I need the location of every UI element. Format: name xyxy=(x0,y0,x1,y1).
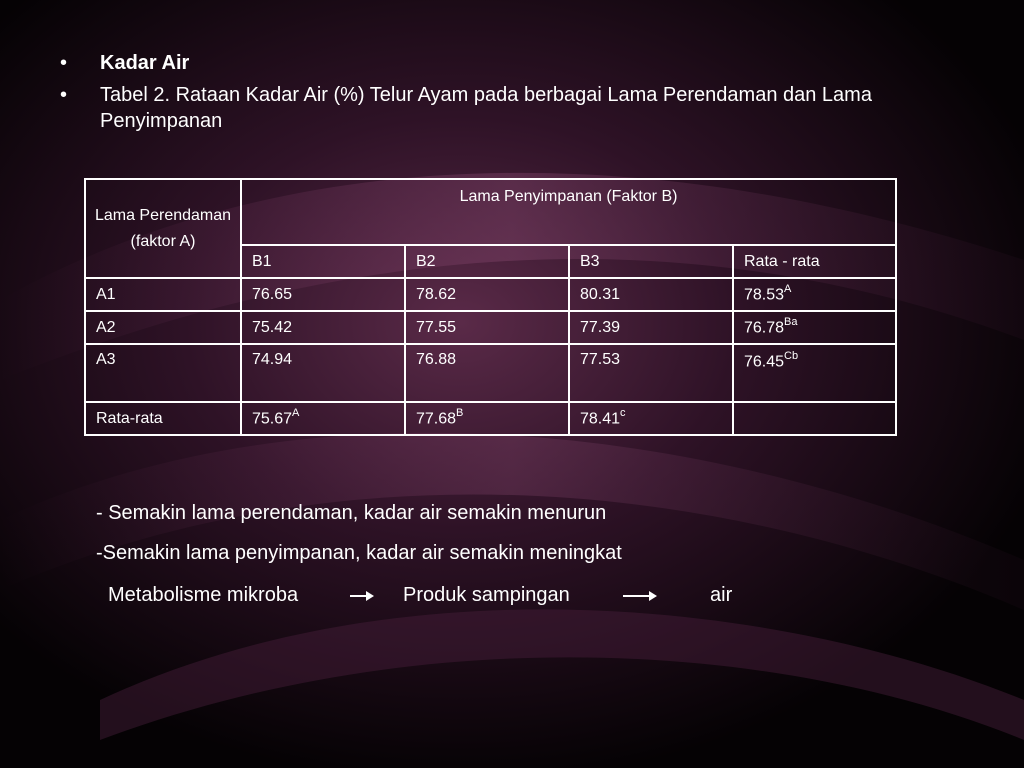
column-header: B2 xyxy=(405,245,569,278)
table-footer-row xyxy=(85,402,896,435)
header-faktor-b: Lama Penyimpanan (Faktor B) xyxy=(241,179,896,245)
table-header-row xyxy=(85,179,896,245)
table-cell: 80.31 xyxy=(569,278,733,311)
mean-value: 75.67 xyxy=(252,410,293,428)
column-header: Rata - rata xyxy=(733,245,896,278)
mean-value: 76.45 xyxy=(744,353,785,371)
column-header: B1 xyxy=(241,245,405,278)
table-cell: 76.65 xyxy=(241,278,405,311)
column-header: B3 xyxy=(569,245,733,278)
mean-superscript: Ba xyxy=(784,316,798,329)
table-row xyxy=(85,278,896,311)
notes xyxy=(96,500,622,580)
mean-superscript: B xyxy=(456,407,464,420)
table-cell: 74.94 xyxy=(241,344,405,402)
bullet-dot: • xyxy=(60,52,68,74)
row-label: A3 xyxy=(85,344,241,402)
mean-superscript: A xyxy=(784,283,792,296)
header-a-line2: (faktor A) xyxy=(130,232,196,250)
mean-value: 77.68 xyxy=(416,410,457,428)
bullet-list xyxy=(58,50,978,140)
flow-step-3: air xyxy=(710,584,733,606)
table-cell: 78.62 xyxy=(405,278,569,311)
table-cell-mean xyxy=(733,344,896,402)
row-label: A1 xyxy=(85,278,241,311)
mean-superscript: A xyxy=(292,407,300,420)
table-cell-empty xyxy=(733,402,896,435)
table-cell: 75.42 xyxy=(241,311,405,344)
table-cell: 77.53 xyxy=(569,344,733,402)
arrow-right-icon xyxy=(350,595,372,597)
mean-value: 78.53 xyxy=(744,286,785,304)
header-faktor-a xyxy=(85,179,241,278)
table-row xyxy=(85,344,896,402)
table-cell-mean xyxy=(733,311,896,344)
bullet-dot: • xyxy=(60,84,68,106)
table-cell-mean xyxy=(241,402,405,435)
table-caption: Tabel 2. Rataan Kadar Air (%) Telur Ayam pada berbagai Lama Perendaman dan Lama Penyimpanan xyxy=(100,84,872,132)
table-cell-mean xyxy=(405,402,569,435)
note-line: - Semakin lama perendaman, kadar air semakin menurun xyxy=(96,502,607,524)
table-row xyxy=(85,311,896,344)
table-cell-mean xyxy=(569,402,733,435)
flow-step-1: Metabolisme mikroba xyxy=(108,584,299,606)
table-cell: 77.39 xyxy=(569,311,733,344)
mean-value: 76.78 xyxy=(744,319,785,337)
row-label: A2 xyxy=(85,311,241,344)
table-cell: 76.88 xyxy=(405,344,569,402)
bullet-item-title xyxy=(58,50,978,76)
mean-superscript: Cb xyxy=(784,350,799,362)
header-a-line1: Lama Perendaman xyxy=(94,206,232,224)
row-label: Rata-rata xyxy=(85,402,241,435)
bullet-item-caption xyxy=(58,82,978,134)
data-table xyxy=(84,178,897,436)
note-line: -Semakin lama penyimpanan, kadar air semakin meningkat xyxy=(96,542,622,564)
mean-superscript: c xyxy=(620,407,626,420)
arrow-right-icon xyxy=(623,595,655,597)
table-cell: 77.55 xyxy=(405,311,569,344)
mean-value: 78.41 xyxy=(580,410,621,428)
section-title: Kadar Air xyxy=(100,52,190,74)
flow-step-2: Produk sampingan xyxy=(403,584,570,606)
table-cell-mean xyxy=(733,278,896,311)
